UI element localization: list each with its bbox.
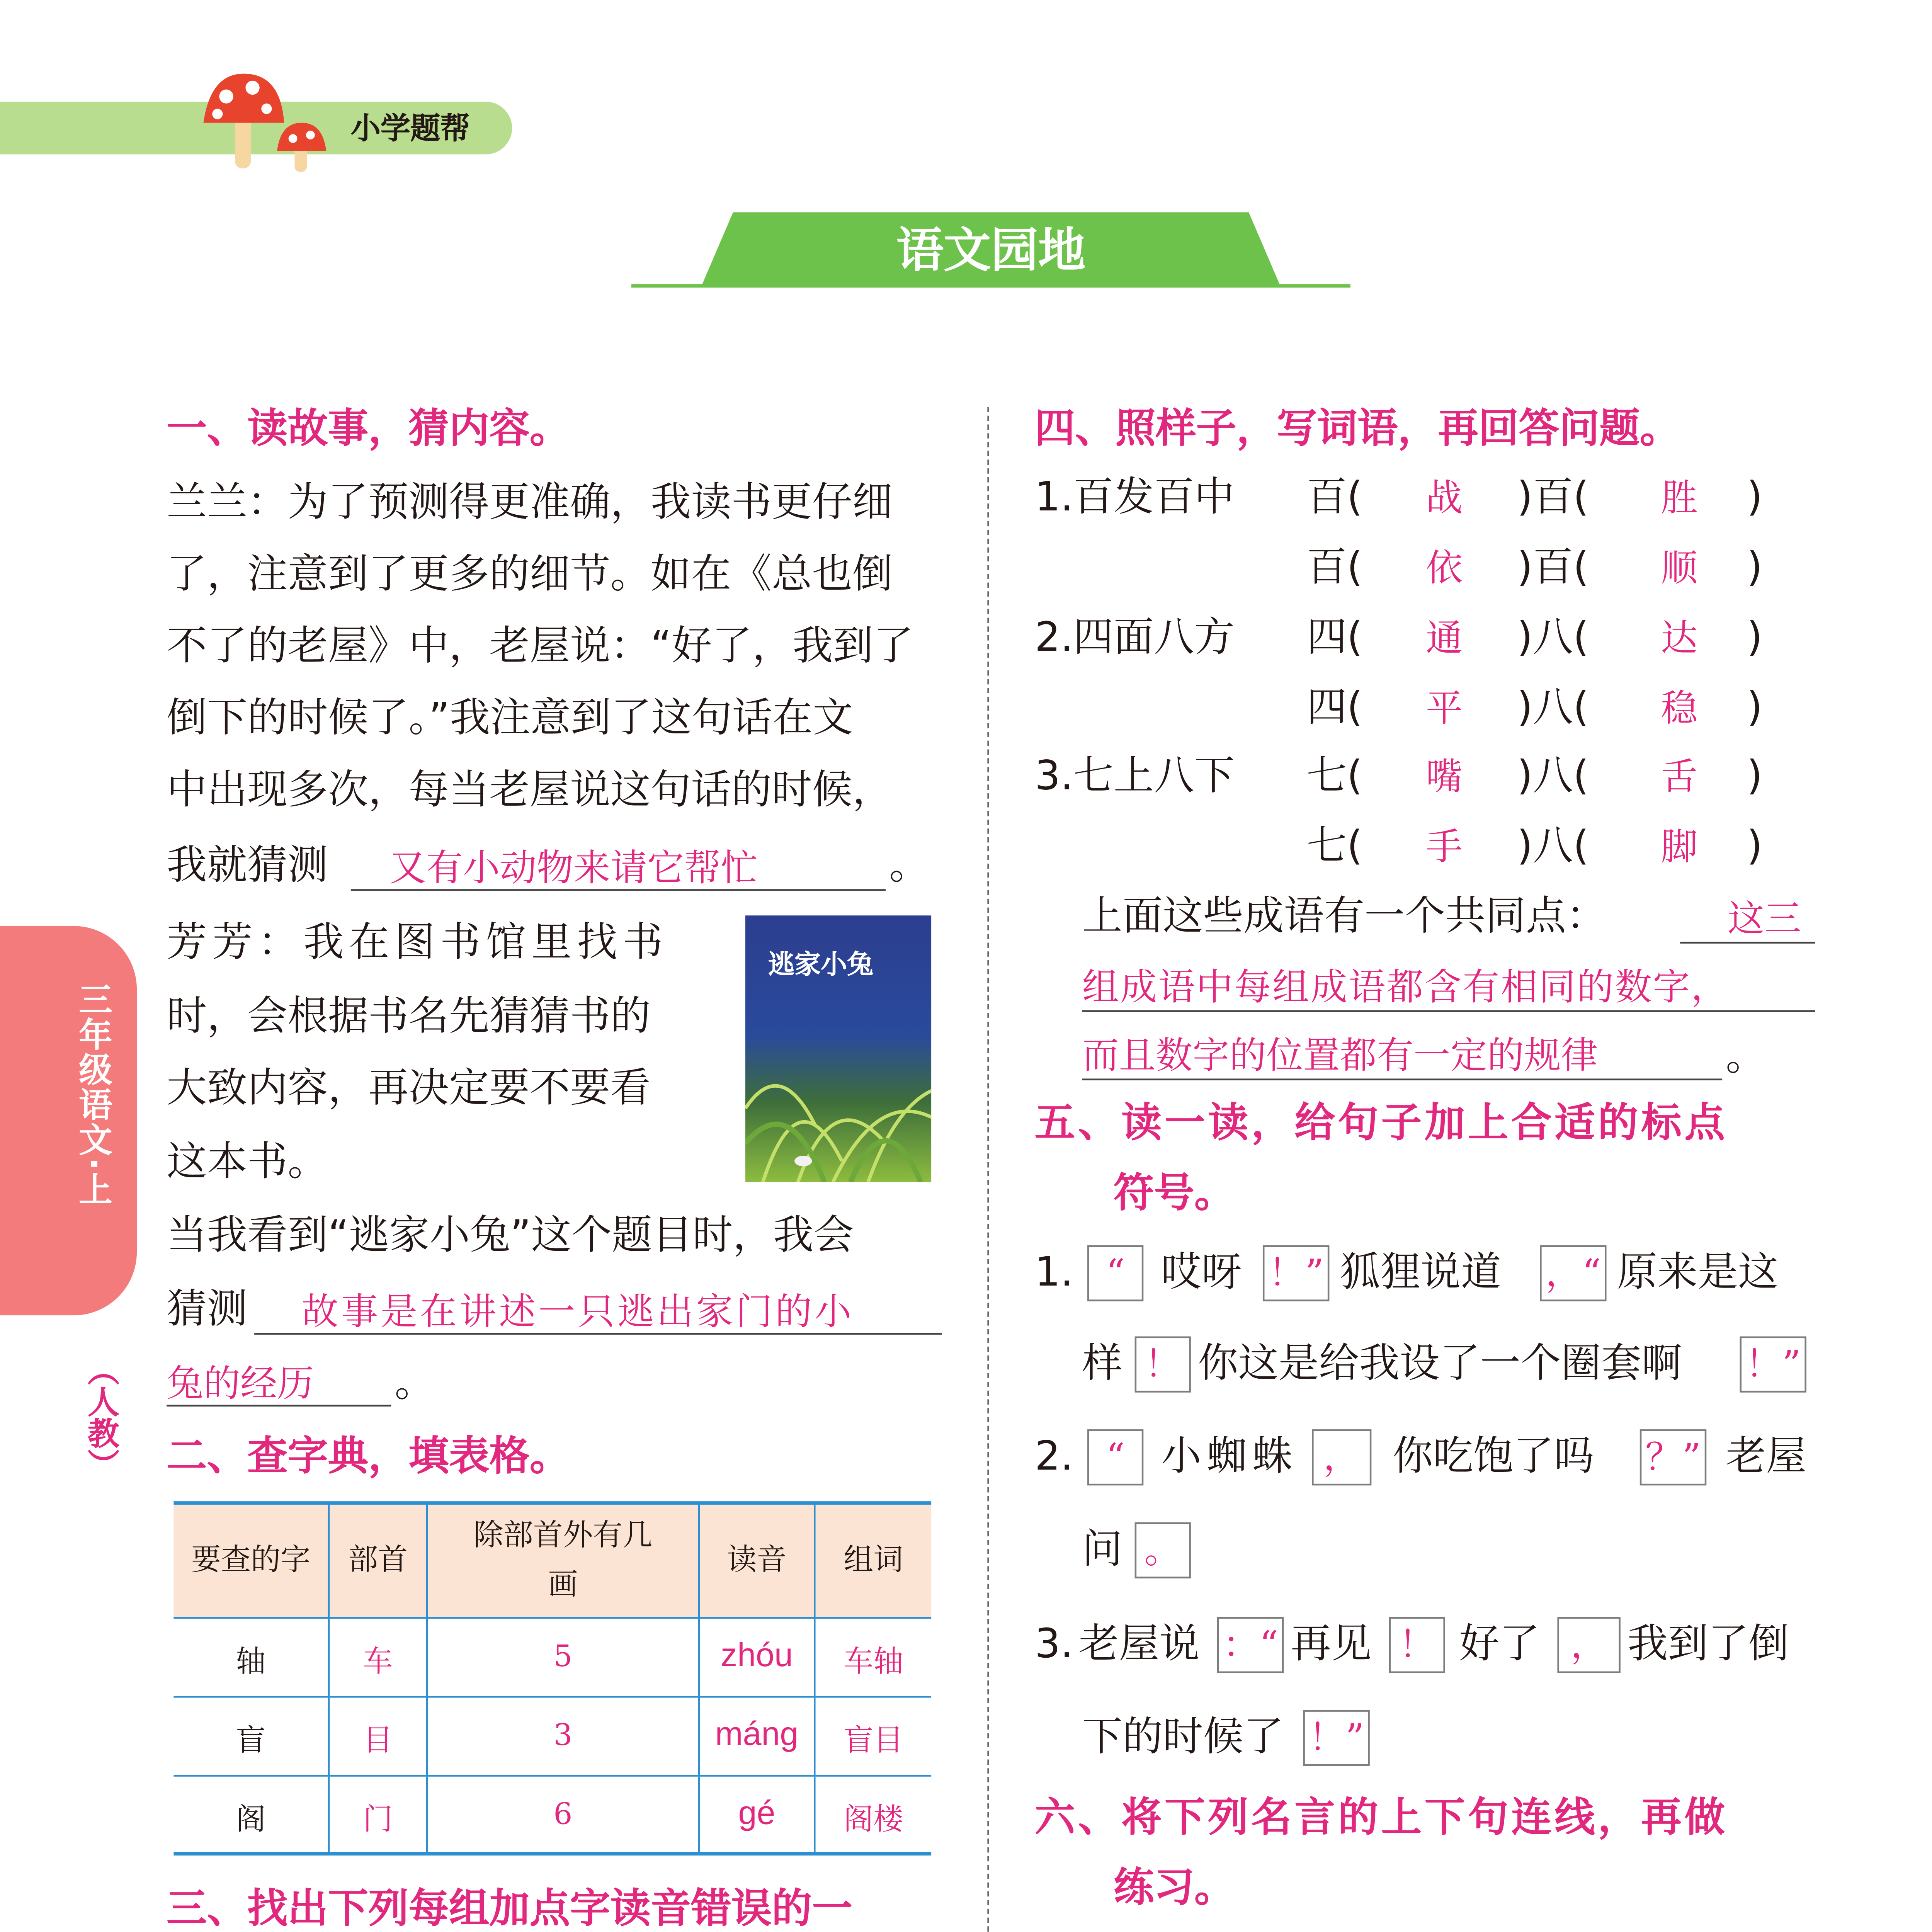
section-title: 语文园地 (896, 224, 1086, 279)
number-char: 百 (1306, 545, 1347, 591)
q5-text: 狐狸说道 (1340, 1250, 1502, 1296)
q4-answer: 战 (1426, 477, 1463, 519)
q1-para2-line: 芳芳：我在图书馆里找书 (167, 920, 668, 966)
q4-answer: 脚 (1661, 826, 1698, 868)
number-char: 七 (1306, 754, 1347, 800)
q4-blank-end: ) (1747, 545, 1763, 591)
q4-answer: 达 (1661, 617, 1698, 660)
q2-title: 二、查字典，填表格。 (167, 1434, 570, 1480)
q5-text: 原来是这 (1617, 1250, 1779, 1296)
table-cell: 阁楼 (815, 1776, 931, 1854)
q4-example-idiom: 3.七上八下 (1034, 754, 1235, 800)
q5-text: 我到了倒 (1628, 1622, 1789, 1668)
table-cell: 目 (329, 1697, 427, 1776)
number-char: 四 (1306, 685, 1347, 731)
q4-blank-mid: )八( (1517, 685, 1589, 731)
table-header: 要查的字 (173, 1505, 329, 1618)
q5-text: 再见 (1291, 1622, 1372, 1668)
q4-blank-prefix: 四( (1306, 616, 1363, 662)
q1-guess2-suffix: 。 (395, 1361, 435, 1407)
q1-para1-line: 了，注意到了更多的细节。如在《总也倒 (167, 552, 893, 598)
q4-example-idiom: 1.百发百中 (1034, 475, 1235, 521)
q4-blank-prefix: 七( (1306, 824, 1363, 870)
q4-title: 四、照样子，写词语，再回答问题。 (1034, 407, 1680, 453)
side-tab-edition: （人教） (82, 1354, 119, 1480)
q5-text: 老屋说 (1078, 1622, 1200, 1668)
q4-example-idiom: 2.四面八方 (1034, 616, 1235, 662)
q4-question: 上面这些成语有一个共同点： (1082, 894, 1607, 940)
q5-text: 小蜘蛛 (1161, 1434, 1298, 1480)
q5-text: 你这是给我设了一个圈套啊 (1198, 1342, 1682, 1388)
table-cell: zhóu (699, 1618, 815, 1697)
q4-answer: 胜 (1661, 477, 1698, 519)
punctuation-box: “ (1087, 1429, 1143, 1485)
number-char: 百 (1532, 475, 1573, 521)
q4-blank-prefix: 七( (1306, 754, 1363, 800)
q5-text: 样 (1082, 1342, 1122, 1388)
table-cell: 门 (329, 1776, 427, 1854)
q4-blank-prefix: 百( (1306, 545, 1363, 591)
q5-num: 2. (1034, 1434, 1073, 1480)
q1-guess2-answer-line2: 兔的经历 (167, 1362, 314, 1405)
q1-guess2-prefix: 猜测 (167, 1287, 247, 1333)
q4-blank-mid: )百( (1517, 545, 1589, 591)
q5-text: 你吃饱了吗 (1392, 1434, 1594, 1480)
table-cell: 3 (427, 1697, 699, 1776)
q5-text: 问 (1082, 1527, 1122, 1573)
q1-title: 一、读故事，猜内容。 (167, 407, 570, 453)
brand-label: 小学题帮 (350, 112, 470, 148)
q4-blank-mid: )百( (1517, 475, 1589, 521)
q5-text: 老屋 (1726, 1434, 1806, 1480)
q4-blank-prefix: 百( (1306, 475, 1363, 521)
q4-answer: 平 (1426, 687, 1463, 730)
table-cell: 车 (329, 1618, 427, 1697)
q1-para2-line: 这本书。 (167, 1140, 328, 1186)
q4-blank-end: ) (1747, 824, 1763, 870)
punctuation-box: ！ (1135, 1337, 1191, 1393)
q1-guess2-answer-line1: 故事是在讲述一只逃出家门的小 (301, 1291, 854, 1333)
table-header: 除部首外有几画 (427, 1505, 699, 1618)
table-cell: máng (699, 1697, 815, 1776)
q5-num: 1. (1034, 1250, 1073, 1296)
q4-suffix: 。 (1726, 1034, 1766, 1080)
q1-para3-line: 当我看到“逃家小兔”这个题目时，我会 (167, 1213, 854, 1259)
number-char: 八 (1532, 685, 1573, 731)
table-cell: 6 (427, 1776, 699, 1854)
q1-para1-line: 倒下的时候了。”我注意到了这句话在文 (167, 696, 853, 742)
number-char: 百 (1306, 475, 1347, 521)
q1-para2-line: 大致内容，再决定要不要看 (167, 1066, 651, 1112)
punctuation-box: ！ (1389, 1617, 1445, 1673)
table-cell: 阁 (173, 1776, 329, 1854)
q4-answer-line3: 而且数字的位置都有一定的规律 (1082, 1034, 1598, 1077)
table-cell: 轴 (173, 1618, 329, 1697)
q1-para2-line: 时，会根据书名先猜猜书的 (167, 994, 651, 1040)
q5-num: 3. (1034, 1622, 1073, 1668)
q1-para1-line: 兰兰：为了预测得更准确，我读书更仔细 (167, 480, 893, 526)
q4-blank-mid: )八( (1517, 616, 1589, 662)
punctuation-box: ：“ (1217, 1617, 1284, 1673)
q5-title-line1: 五、读一读，给句子加上合适的标点 (1034, 1101, 1728, 1147)
number-char: 八 (1532, 616, 1573, 662)
table-header: 读音 (699, 1505, 815, 1618)
q1-guess1-prefix: 我就猜测 (167, 844, 328, 889)
table-cell: 盲 (173, 1697, 329, 1776)
table-cell: 5 (427, 1618, 699, 1697)
q4-blank-end: ) (1747, 616, 1763, 662)
punctuation-box: “ (1087, 1245, 1143, 1301)
table-cell: 车轴 (815, 1618, 931, 1697)
punctuation-box: ！” (1263, 1245, 1329, 1301)
q4-answer: 手 (1426, 826, 1463, 868)
punctuation-box: ！” (1740, 1337, 1806, 1393)
q4-blank-prefix: 四( (1306, 685, 1363, 731)
side-tab-label: 三年级语文·上 (73, 982, 112, 1207)
q5-title-line2: 符号。 (1114, 1171, 1235, 1217)
punctuation-box: ，“ (1540, 1245, 1606, 1301)
q4-answer: 嘴 (1426, 756, 1463, 798)
table-header: 组词 (815, 1505, 931, 1618)
number-char: 七 (1306, 824, 1347, 870)
q4-blank-end: ) (1747, 475, 1763, 521)
q4-answer-line1: 这三 (1727, 898, 1801, 940)
q1-guess1-suffix: 。 (889, 844, 930, 889)
q4-answer: 通 (1426, 617, 1463, 660)
q4-answer: 舌 (1661, 756, 1698, 798)
q4-answer: 顺 (1661, 547, 1698, 590)
q1-para1-line: 中出现多次，每当老屋说这句话的时候， (167, 768, 893, 814)
q4-blank-end: ) (1747, 754, 1763, 800)
number-char: 百 (1532, 545, 1573, 591)
q5-text: 下的时候了 (1082, 1715, 1284, 1761)
q3-title-line1: 三、找出下列每组加点字读音错误的一 (167, 1887, 852, 1932)
q1-para1-line: 不了的老屋》中，老屋说：“好了，我到了 (167, 624, 914, 670)
q5-text: 哎呀 (1161, 1250, 1242, 1296)
q4-blank-mid: )八( (1517, 754, 1589, 800)
punctuation-box: ？” (1640, 1429, 1706, 1485)
q4-blank-end: ) (1747, 685, 1763, 731)
number-char: 八 (1532, 754, 1573, 800)
q6-title-line1: 六、将下列名言的上下句连线，再做 (1034, 1796, 1728, 1842)
q6-title-line2: 练习。 (1114, 1866, 1235, 1912)
table-cell: 盲目 (815, 1697, 931, 1776)
q1-guess1-answer: 又有小动物来请它帮忙 (389, 847, 758, 889)
book-title: 逃家小兔 (768, 949, 874, 981)
table-header: 部首 (329, 1505, 427, 1618)
punctuation-box: 。 (1135, 1522, 1191, 1578)
q4-answer: 依 (1426, 547, 1463, 590)
number-char: 八 (1532, 824, 1573, 870)
number-char: 四 (1306, 616, 1347, 662)
punctuation-box: ， (1312, 1429, 1371, 1485)
table-cell: gé (699, 1776, 815, 1854)
punctuation-box: ， (1557, 1617, 1620, 1673)
q4-blank-mid: )八( (1517, 824, 1589, 870)
q5-text: 好了 (1459, 1622, 1540, 1668)
q4-answer: 稳 (1661, 687, 1698, 730)
q4-answer-line2: 组成语中每组成语都含有相同的数字， (1082, 966, 1729, 1009)
punctuation-box: ！” (1303, 1710, 1369, 1766)
